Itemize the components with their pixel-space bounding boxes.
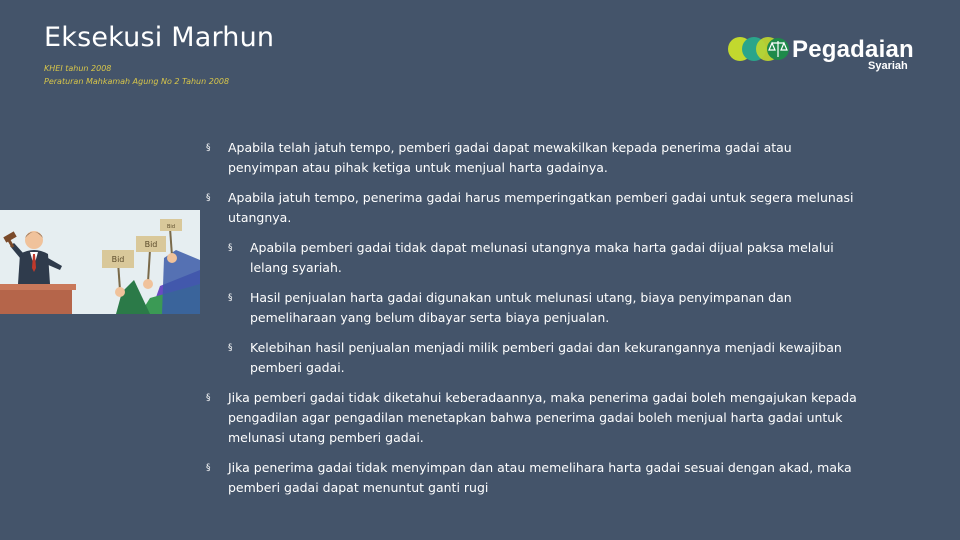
bullet-marker: §: [206, 193, 211, 203]
bullet-text: Jika pemberi gadai tidak diketahui keberadaannya, maka penerima gadai boleh mengajukan kepada pengadilan agar pengadilan menetapkan bahwa penerima gadai boleh menjual harta gadai untuk melunasi utang pemberi gadai.: [228, 390, 857, 445]
bullet-item: [200, 188, 860, 228]
bullet-text: Hasil penjualan harta gadai digunakan untuk melunasi utang, biaya penyimpanan dan pemeliharaan yang belum dibayar serta biaya penjualan.: [250, 290, 792, 325]
bid-paddle-label: Bid: [144, 240, 158, 249]
slide-title: Eksekusi Marhun: [44, 22, 275, 53]
auction-illustration: [0, 210, 200, 314]
pegadaian-logo: [726, 34, 926, 78]
bullet-marker: §: [206, 463, 211, 473]
bullet-marker: §: [206, 143, 211, 153]
bullet-marker: §: [228, 343, 233, 353]
bullet-marker: §: [228, 293, 233, 303]
logo-subtitle: Syariah: [868, 60, 908, 72]
logo-wordmark: Pegadaian: [792, 36, 914, 63]
bid-paddle-label: Bid: [167, 224, 175, 230]
slide-subtitle: [44, 62, 229, 88]
bullet-text: Kelebihan hasil penjualan menjadi milik pemberi gadai dan kekurangannya menjadi kewajiban pemberi gadai.: [250, 340, 842, 375]
bullet-text: Apabila telah jatuh tempo, pemberi gadai dapat mewakilkan kepada penerima gadai atau penyimpan atau pihak ketiga untuk menjual harta gadainya.: [228, 140, 792, 175]
bullet-list: [200, 138, 860, 508]
bullet-item: [200, 458, 860, 498]
pegadaian-emblem-icon: [726, 34, 796, 70]
bullet-marker: §: [228, 243, 233, 253]
bullet-text: Apabila pemberi gadai tidak dapat melunasi utangnya maka harta gadai dijual paksa melalui lelang syariah.: [250, 240, 834, 275]
bullet-marker: §: [206, 393, 211, 403]
sub-bullet-item: [222, 288, 860, 328]
subtitle-line: Peraturan Mahkamah Agung No 2 Tahun 2008: [44, 77, 230, 86]
bullet-item: [200, 138, 860, 178]
bullet-text: Apabila jatuh tempo, penerima gadai harus memperingatkan pemberi gadai untuk segera melunasi utangnya.: [228, 190, 854, 225]
bullet-text: Jika penerima gadai tidak menyimpan dan atau memelihara harta gadai sesuai dengan akad, maka pemberi gadai dapat menuntut ganti rugi: [228, 460, 852, 495]
sub-bullet-item: [222, 338, 860, 378]
subtitle-line: KHEI tahun 2008: [44, 64, 112, 73]
sub-bullet-item: [222, 238, 860, 278]
bullet-item: [200, 388, 860, 448]
bid-paddle-label: Bid: [111, 255, 125, 264]
